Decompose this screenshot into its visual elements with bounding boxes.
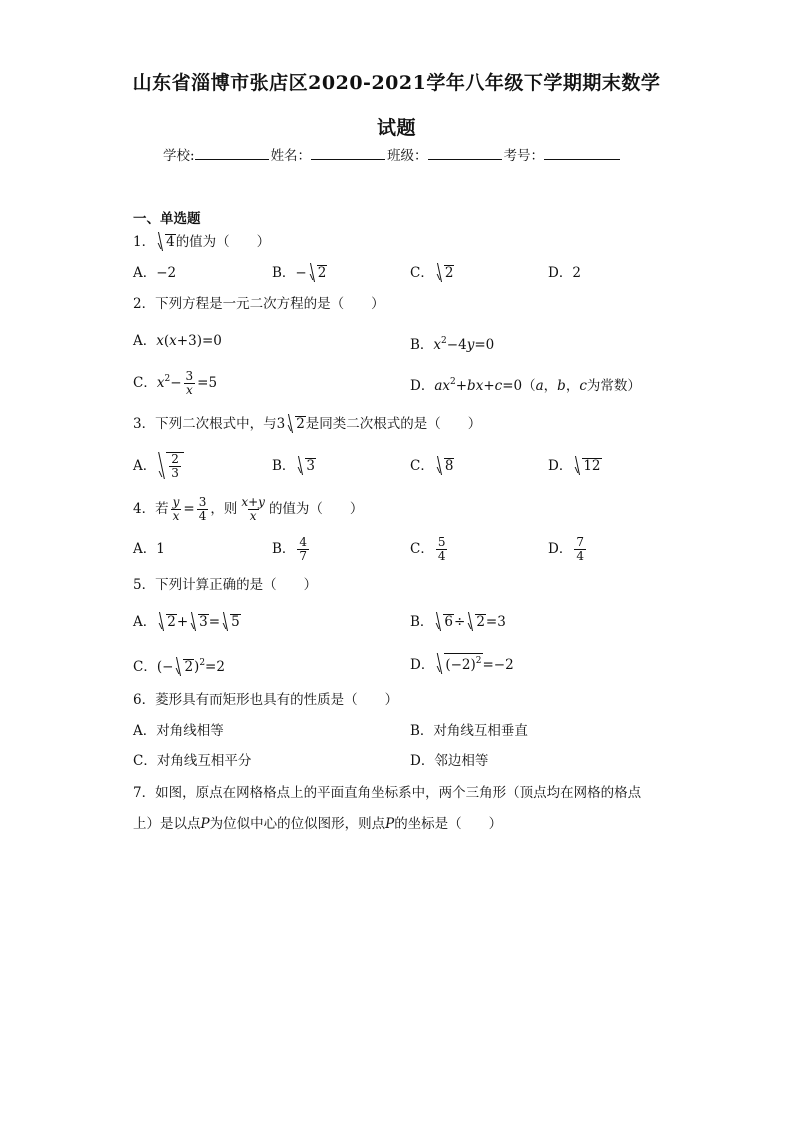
class-blank[interactable]	[428, 145, 502, 160]
q2-option-d[interactable]: D．$ax^2+bx+c=0(a$，b，c为常数）	[410, 377, 641, 394]
fraction: $\frac{2}{3}$	[171, 452, 179, 480]
student-info-line	[163, 144, 622, 164]
name-label: 姓名：	[270, 148, 312, 164]
class-label: 班级：	[387, 148, 428, 164]
q3-option-b[interactable]: B． 3	[272, 458, 316, 474]
fraction: $\frac{5}{4}$	[437, 535, 446, 563]
sqrt-sign: 6	[434, 612, 454, 632]
question-5-stem: 5．下列计算正确的是（ ）	[133, 577, 318, 593]
sqrt-sign: 8	[435, 456, 455, 476]
exam-title-line2: 试题	[376, 117, 416, 139]
name-blank[interactable]	[311, 145, 385, 160]
exam-no-label: 考号：	[503, 148, 545, 164]
q4-option-d[interactable]: D． $\frac{7}{4}$	[548, 535, 584, 563]
exam-title-line1: 山东省淄博市张店区2020-2021学年八年级下学期期末数学	[132, 72, 661, 94]
school-label: 学校:	[163, 148, 195, 164]
q1-option-a[interactable]: A．−2	[133, 265, 177, 281]
q2-option-a[interactable]: A．x(x+3)=0	[133, 333, 222, 349]
q6-option-b[interactable]: B．对角线互相垂直	[410, 723, 528, 739]
sqrt-sign: 2	[286, 414, 306, 434]
question-7-stem-line1: 7．如图，原点在网格格点上的平面直角坐标系中，两个三角形（顶点均在网格的格点	[133, 785, 642, 801]
fraction: $\frac{3}{x}$	[185, 369, 194, 397]
sqrt-sign: 2	[308, 263, 328, 283]
fraction: $\frac{x+y}{x}$	[241, 495, 265, 523]
q4-option-a[interactable]: A．1	[133, 541, 165, 557]
q5-option-d[interactable]: D． $(-2)^2=-2$	[410, 653, 514, 675]
q3-option-d[interactable]: D． 12	[548, 458, 601, 474]
sqrt-sign: 2	[174, 657, 194, 677]
q2-option-c[interactable]: C．$x^2-$ $\frac{3}{x}$ =5	[133, 369, 218, 397]
q6-option-c[interactable]: C．对角线互相平分	[133, 753, 252, 769]
q1-option-c[interactable]: C． 2	[410, 265, 454, 281]
fraction: $\frac{4}{7}$	[299, 535, 308, 563]
q5-option-a[interactable]: A． 2+ 3= 5	[133, 614, 240, 630]
q3-option-c[interactable]: C． 8	[410, 458, 454, 474]
sqrt-sign: 3	[296, 456, 316, 476]
question-4-stem: 4．若 $\frac{y}{x}$ = $\frac{3}{4}$ ，则 $\frac{x+y}{x}$ 的值为（ ）	[133, 495, 364, 523]
exam-no-blank[interactable]	[544, 145, 620, 160]
fraction: $\frac{7}{4}$	[576, 535, 584, 563]
q6-option-d[interactable]: D．邻边相等	[410, 753, 489, 769]
sqrt-sign: 5	[221, 612, 241, 632]
q3-option-a[interactable]: A． $\frac{2}{3}$	[133, 452, 184, 480]
sqrt-sign: $(-2)^2$	[435, 653, 482, 675]
q1-option-b[interactable]: B．− 2	[272, 265, 327, 281]
q2-option-b[interactable]: B．$x^2-4y=0$	[410, 336, 495, 353]
sqrt-sign: 2	[435, 263, 455, 283]
fraction: $\frac{3}{4}$	[198, 495, 207, 523]
question-1-stem: 1． 4的值为（ ）	[133, 234, 271, 250]
sqrt-sign: 2	[466, 612, 486, 632]
sqrt-sign: 2	[157, 612, 177, 632]
question-2-stem: 2．下列方程是一元二次方程的是（ ）	[133, 296, 385, 312]
q5-option-b[interactable]: B． 6÷ 2=3	[410, 614, 506, 630]
q5-option-c[interactable]: C．(− 2)$^2$=2	[133, 658, 225, 675]
school-blank[interactable]	[195, 145, 269, 160]
sqrt-sign: 4	[156, 232, 176, 252]
section-heading: 一、单选题	[133, 211, 201, 227]
sqrt-sign: 3	[189, 612, 209, 632]
question-3-stem: 3．下列二次根式中，与3 2是同类二次根式的是（ ）	[133, 416, 482, 432]
question-7-stem-line2: 上）是以点P为位似中心的位似图形，则点P的坐标是（ ）	[133, 816, 503, 832]
fraction: $\frac{y}{x}$	[172, 495, 180, 523]
sqrt-sign: 12	[573, 456, 601, 476]
q1-option-d[interactable]: D．2	[548, 265, 581, 281]
q4-option-b[interactable]: B． $\frac{4}{7}$	[272, 535, 308, 563]
question-6-stem: 6．菱形具有而矩形也具有的性质是（ ）	[133, 692, 399, 708]
q6-option-a[interactable]: A．对角线相等	[133, 723, 224, 739]
q4-option-c[interactable]: C． $\frac{5}{4}$	[410, 535, 446, 563]
sqrt-sign	[157, 452, 184, 480]
